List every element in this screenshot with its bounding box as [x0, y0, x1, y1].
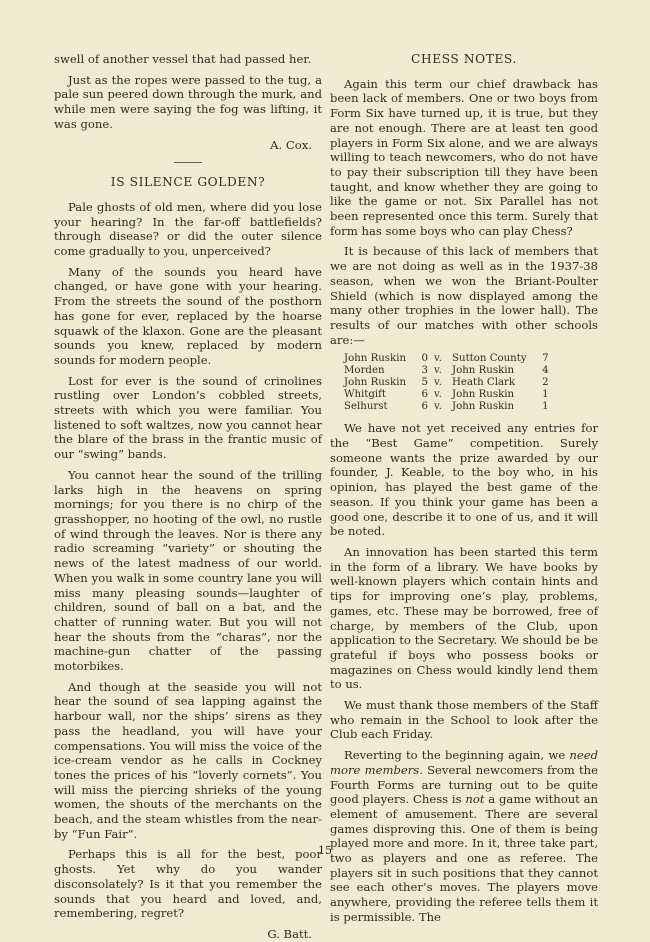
chess-paragraph: We have not yet received any entries for the “Best Game” competition. Surely someone wants the prize awarded by our founder, J. Keable, to the boy who, in his opinion, has played the best game of the season. If you think your game has been a good one, describe it to one of us, and it will be noted.: [330, 421, 598, 539]
chess-paragraph: Again this term our chief drawback has been lack of members. One or two boys from Form Six have turned up, it is true, but they are not enough. There are at least ten good players in Form Six alone, and we are always willing to teach newcomers, who do not have to pay their subscription till they have been taught, and know whether they are going to like the game or not. Six Parallel has not been represented once this term. Surely that form has some boys who can play Chess?: [330, 76, 598, 238]
section-divider: [174, 162, 202, 163]
chess-paragraph: It is because of this lack of members that we are not doing as well as in the 1937-38 season, when we won the Briant-Poulter Shield (which is now displayed among the many other trophies in the lower hall). The results of our matches with other schools are:—: [330, 244, 598, 347]
team-name: Heath Clark: [452, 377, 516, 389]
team-name: Selhurst: [344, 401, 388, 413]
article-paragraph: Perhaps this is all for the best, poor ghosts. Yet why do you wander disconsolately? Is it that you remember the sounds that you heard and loved, and, remembering, regret?: [54, 847, 322, 921]
team-score: 5: [421, 377, 429, 389]
team-score: 3: [421, 365, 429, 377]
team-name: Whitgift: [344, 389, 387, 401]
author-signature: G. Batt.: [267, 926, 312, 941]
team-name: Sutton County: [452, 353, 527, 365]
article-title: IS SILENCE GOLDEN?: [110, 175, 266, 190]
article-paragraph: Many of the sounds you heard have changed, or have gone with your hearing. From the streets the sound of the posthorn has gone for ever, replaced by the hoarse squawk of the klaxon. Gone are the pleasant sounds you knew, replaced by modern sounds for modern people.: [54, 264, 322, 367]
chess-paragraph: We must thank those members of the Staff who remain in the School to look after the Club each Friday.: [330, 698, 598, 742]
article-paragraph: Lost for ever is the sound of crinolines rustling over London’s cobbled streets, streets with which you were familiar. You listened to soft waltzes, now you cannot hear the blare of the brass in the frantic music of our “swing” bands.: [54, 373, 322, 462]
section-title: CHESS NOTES.: [411, 52, 517, 66]
team-score: 6: [421, 401, 429, 413]
table-row: [344, 401, 555, 413]
versus: v.: [434, 377, 442, 389]
team-name: John Ruskin: [452, 389, 515, 401]
text-run: a game without an element of amusement. There are several games disproving this. One of them is being played more and more. In it, three take part, two as players and one as referee. The players sit in such positions that they cannot see each other’s moves. The players move anywhere, providing the referee tells them it is permissible. The: [330, 792, 598, 924]
left-column: [54, 52, 322, 942]
versus: v.: [434, 353, 442, 365]
article-paragraph: And though at the seaside you will not hear the sound of sea lapping against the harbour wall, nor the ships’ sirens as they pass the headland, you will have your compensations. You will miss the voice of the ice-cream vendor as he calls in Cockney tones the prices of his “loverly cornets”. You will miss the piercing shrieks of the young women, the shouts of the merchants on the beach, and the steam whistles from the near-by “Fun Fair”.: [54, 679, 322, 841]
match-results-table: [344, 353, 555, 413]
text-run: Several newcomers from the Fourth Forms are turning out to be quite good players. Chess is: [330, 762, 599, 807]
right-column: [330, 52, 598, 931]
story-ending-paragraph: Just as the ropes were passed to the tug, a pale sun peered down through the murk, and while men were saying the fog was lifting, it was gone.: [54, 72, 322, 131]
team-name: John Ruskin: [344, 353, 407, 365]
team-score: 0: [421, 353, 429, 365]
table-row: [344, 389, 555, 401]
page-number: 15: [318, 844, 332, 857]
team-name: John Ruskin: [452, 365, 515, 377]
article-paragraph: Pale ghosts of old men, where did you lose your hearing? In the far-off battlefields? through disease? or did the outer silence come gradually to you, unperceived?: [54, 199, 322, 259]
text-run: Reverting to the beginning again, we: [344, 748, 570, 763]
versus: v.: [434, 389, 442, 401]
table-row: [344, 365, 555, 377]
author-signature: A. Cox.: [270, 137, 312, 152]
emphasis-text: not: [465, 792, 485, 807]
article-paragraph: You cannot hear the sound of the trilling larks high in the heavens on spring mornings; for you there is no chirp of the grasshopper, no hooting of the owl, no rustle of wind through the leaves. Nor is there any radio screaming “variety” or shouting the news of the latest madness of our world. When you walk in some country lane you will miss many pleasing sounds—laughter of children, sound of ball on a bat, and the chatter of running water. But you will not hear the shouts from the “charas”, nor the machine-gun chatter of the passing motorbikes.: [54, 467, 322, 674]
versus: v.: [434, 401, 442, 413]
team-score: 7: [542, 353, 549, 365]
chess-paragraph: An innovation has been started this term in the form of a library. We have books by well-known players which contain hints and tips for improving one’s play, problems, games, etc. These may be borrowed, free of charge, by members of the Club, upon application to the Secretary. We should be be grateful if boys who possess books or magazines on Chess would kindly lend them to us.: [330, 544, 598, 692]
table-row: [344, 377, 555, 389]
team-score: 6: [421, 389, 429, 401]
team-name: John Ruskin: [344, 377, 407, 389]
chess-paragraph: [330, 748, 598, 924]
versus: v.: [434, 365, 442, 377]
emphasis-text: need more members.: [330, 748, 598, 777]
team-score: 4: [542, 365, 549, 377]
story-ending-paragraph: swell of another vessel that had passed her.: [54, 52, 312, 66]
team-name: Morden: [344, 365, 385, 377]
team-score: 1: [542, 401, 549, 413]
team-name: John Ruskin: [452, 401, 515, 413]
table-row: [344, 353, 555, 365]
team-score: 1: [542, 389, 549, 401]
team-score: 2: [542, 377, 549, 389]
